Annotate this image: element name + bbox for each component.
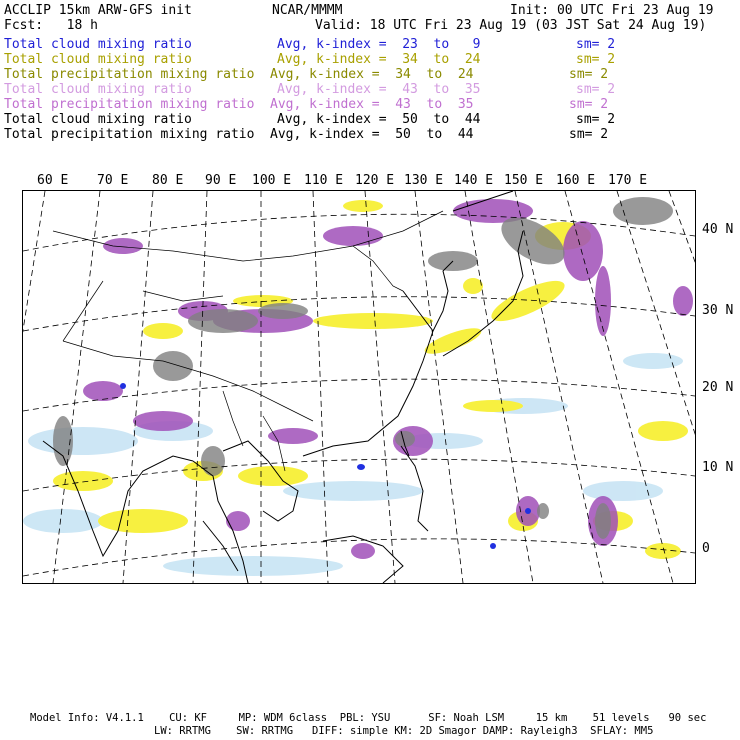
lat-label: 20 N (702, 380, 734, 395)
legend-sm: sm= 2 (576, 82, 616, 97)
legend-field: Total cloud mixing ratio (4, 37, 192, 52)
model-info-line2: LW: RRTMG SW: RRTMG DIFF: simple KM: 2D Smagor DAMP: Rayleigh3 SFLAY: MM5 (154, 725, 654, 737)
lon-label: 70 E (97, 173, 129, 188)
legend-field: Total cloud mixing ratio (4, 82, 192, 97)
lon-label: 80 E (152, 173, 184, 188)
legend-avg: Avg, k-index = 50 to 44 (277, 112, 481, 127)
lat-label: 0 (702, 541, 710, 556)
lon-label: 100 E (252, 173, 292, 188)
lon-label: 110 E (304, 173, 344, 188)
map-canvas (23, 191, 695, 583)
center-label: NCAR/MMMM (272, 3, 343, 18)
legend-sm: sm= 2 (576, 112, 616, 127)
legend-sm: sm= 2 (569, 67, 609, 82)
lon-label: 160 E (556, 173, 596, 188)
legend-field: Total precipitation mixing ratio (4, 127, 255, 142)
legend-avg: Avg, k-index = 23 to 9 (277, 37, 481, 52)
model-info-line1: Model Info: V4.1.1 CU: KF MP: WDM 6class PBL: YSU SF: Noah LSM 15 km 51 levels 90 sec (30, 712, 707, 724)
legend-avg: Avg, k-index = 34 to 24 (277, 52, 481, 67)
legend-field: Total cloud mixing ratio (4, 52, 192, 67)
lon-label: 130 E (404, 173, 444, 188)
lon-label: 150 E (504, 173, 544, 188)
legend-avg: Avg, k-index = 34 to 24 (270, 67, 474, 82)
legend-sm: sm= 2 (576, 37, 616, 52)
forecast-hour: Fcst: 18 h (4, 18, 98, 33)
legend-sm: sm= 2 (576, 52, 616, 67)
lon-label: 90 E (205, 173, 237, 188)
legend-sm: sm= 2 (569, 127, 609, 142)
valid-time: Valid: 18 UTC Fri 23 Aug 19 (03 JST Sat 24 Aug 19) (315, 18, 707, 33)
lon-label: 140 E (454, 173, 494, 188)
lat-label: 40 N (702, 222, 734, 237)
lon-label: 60 E (37, 173, 69, 188)
legend-avg: Avg, k-index = 50 to 44 (270, 127, 474, 142)
legend-field: Total precipitation mixing ratio (4, 97, 255, 112)
legend-avg: Avg, k-index = 43 to 35 (277, 82, 481, 97)
legend-field: Total cloud mixing ratio (4, 112, 192, 127)
map-panel (22, 190, 696, 584)
model-title: ACCLIP 15km ARW-GFS init (4, 3, 192, 18)
init-time: Init: 00 UTC Fri 23 Aug 19 (510, 3, 714, 18)
legend-field: Total precipitation mixing ratio (4, 67, 255, 82)
lat-label: 30 N (702, 303, 734, 318)
legend-sm: sm= 2 (569, 97, 609, 112)
lat-label: 10 N (702, 460, 734, 475)
lon-label: 120 E (355, 173, 395, 188)
lon-label: 170 E (608, 173, 648, 188)
legend-avg: Avg, k-index = 43 to 35 (270, 97, 474, 112)
